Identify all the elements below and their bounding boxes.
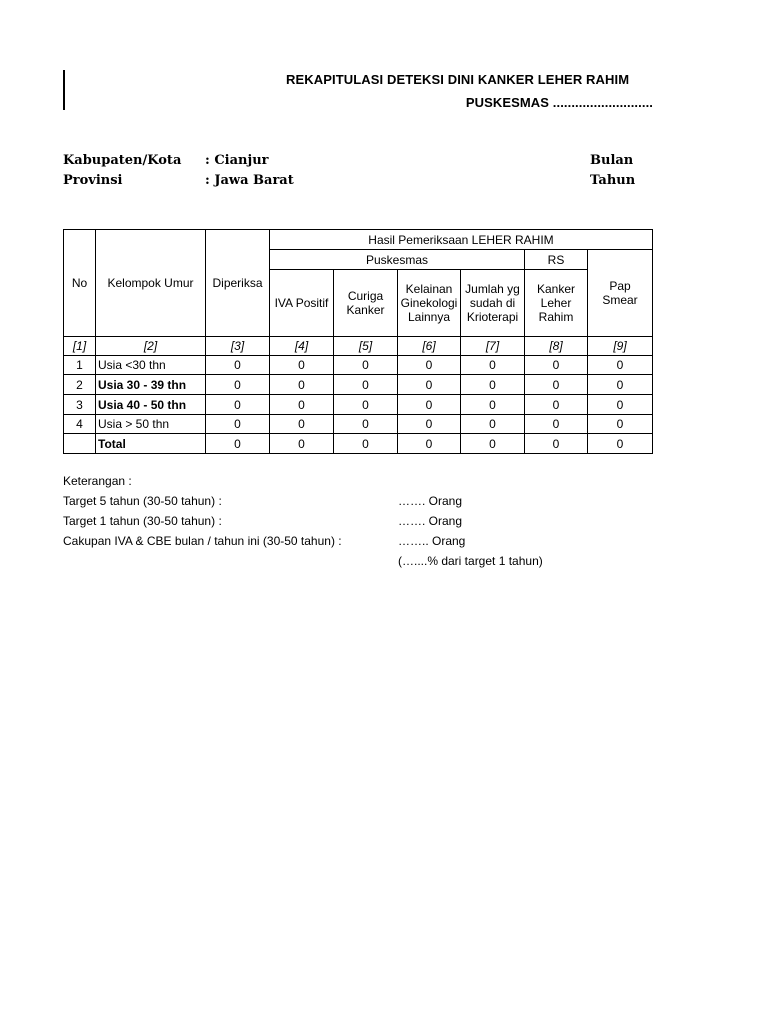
- total-label: Total: [96, 434, 206, 454]
- hasil-pemeriksaan-header: Hasil Pemeriksaan LEHER RAHIM: [270, 230, 653, 250]
- kabupaten-value: : Cianjur: [205, 153, 269, 168]
- report-title: REKAPITULASI DETEKSI DINI KANKER LEHER RAHIM: [286, 72, 630, 87]
- index-row: [64, 337, 653, 356]
- puskesmas-header: Puskesmas: [270, 250, 525, 270]
- total-value: 0: [206, 434, 270, 454]
- index-cell: [2]: [96, 337, 206, 356]
- total-value: 0: [461, 434, 525, 454]
- col-diperiksa-header: Diperiksa: [206, 230, 270, 337]
- index-cell: [8]: [525, 337, 588, 356]
- target1-value: ……. Orang: [398, 514, 463, 528]
- row-value: 0: [206, 356, 270, 375]
- index-cell: [6]: [398, 337, 461, 356]
- cakupan-value: …….. Orang: [398, 534, 466, 548]
- col-jumlah-header: Jumlah yg sudah di Krioterapi: [461, 270, 525, 337]
- col-curiga-header: Curiga Kanker: [334, 270, 398, 337]
- row-value: 0: [461, 395, 525, 415]
- col-kelainan-header: Kelainan Ginekologi Lainnya: [398, 270, 461, 337]
- table-row: [64, 395, 653, 415]
- row-value: 0: [206, 395, 270, 415]
- row-value: 0: [588, 395, 653, 415]
- row-value: 0: [588, 375, 653, 395]
- col-pap-header: Pap Smear: [588, 250, 653, 337]
- row-value: 0: [398, 356, 461, 375]
- total-value: 0: [588, 434, 653, 454]
- row-kelompok: Usia 40 - 50 thn: [96, 395, 206, 415]
- rs-header: RS: [525, 250, 588, 270]
- total-value: 0: [270, 434, 334, 454]
- keterangan-label: Keterangan :: [63, 474, 132, 488]
- table-row: [64, 415, 653, 434]
- row-value: 0: [398, 415, 461, 434]
- margin-bar: [63, 70, 65, 110]
- cakupan-label: Cakupan IVA & CBE bulan / tahun ini (30-50 tahun) :: [63, 534, 342, 548]
- col-iva-header: IVA Positif: [270, 270, 334, 337]
- table-row: [64, 375, 653, 395]
- row-value: 0: [525, 395, 588, 415]
- row-value: 0: [270, 356, 334, 375]
- total-row: [64, 434, 653, 454]
- total-value: 0: [525, 434, 588, 454]
- row-value: 0: [588, 415, 653, 434]
- target5-value: ……. Orang: [398, 494, 463, 508]
- row-no: 2: [64, 375, 96, 395]
- row-value: 0: [270, 395, 334, 415]
- puskesmas-title: PUSKESMAS ...........................: [465, 95, 653, 110]
- col-no-header: No: [64, 230, 96, 337]
- index-cell: [9]: [588, 337, 653, 356]
- row-no: 1: [64, 356, 96, 375]
- kabupaten-label: Kabupaten/Kota: [63, 153, 182, 168]
- total-value: 0: [398, 434, 461, 454]
- index-cell: [4]: [270, 337, 334, 356]
- index-cell: [1]: [64, 337, 96, 356]
- provinsi-label: Provinsi: [63, 173, 123, 188]
- row-value: 0: [461, 375, 525, 395]
- index-cell: [3]: [206, 337, 270, 356]
- row-value: 0: [461, 356, 525, 375]
- col-kanker-header: Kanker Leher Rahim: [525, 270, 588, 337]
- bulan-label: Bulan: [590, 153, 634, 168]
- row-value: 0: [588, 356, 653, 375]
- col-kelompok-header: Kelompok Umur: [96, 230, 206, 337]
- total-value: 0: [334, 434, 398, 454]
- persen-target: (…....% dari target 1 tahun): [398, 554, 543, 568]
- table-row: [64, 356, 653, 375]
- row-value: 0: [334, 415, 398, 434]
- row-no: 3: [64, 395, 96, 415]
- row-value: 0: [206, 375, 270, 395]
- row-value: 0: [270, 415, 334, 434]
- row-value: 0: [270, 375, 334, 395]
- provinsi-value: : Jawa Barat: [205, 173, 294, 188]
- row-value: 0: [525, 415, 588, 434]
- row-kelompok: Usia > 50 thn: [96, 415, 206, 434]
- row-value: 0: [334, 356, 398, 375]
- index-cell: [5]: [334, 337, 398, 356]
- row-value: 0: [525, 356, 588, 375]
- row-value: 0: [398, 375, 461, 395]
- row-kelompok: Usia 30 - 39 thn: [96, 375, 206, 395]
- tahun-label: Tahun: [590, 173, 636, 188]
- row-value: 0: [461, 415, 525, 434]
- recap-table: [63, 229, 653, 454]
- row-kelompok: Usia <30 thn: [96, 356, 206, 375]
- row-value: 0: [398, 395, 461, 415]
- target1-label: Target 1 tahun (30-50 tahun) :: [63, 514, 222, 528]
- row-value: 0: [525, 375, 588, 395]
- row-value: 0: [334, 395, 398, 415]
- row-value: 0: [206, 415, 270, 434]
- index-cell: [7]: [461, 337, 525, 356]
- target5-label: Target 5 tahun (30-50 tahun) :: [63, 494, 222, 508]
- row-value: 0: [334, 375, 398, 395]
- row-no: 4: [64, 415, 96, 434]
